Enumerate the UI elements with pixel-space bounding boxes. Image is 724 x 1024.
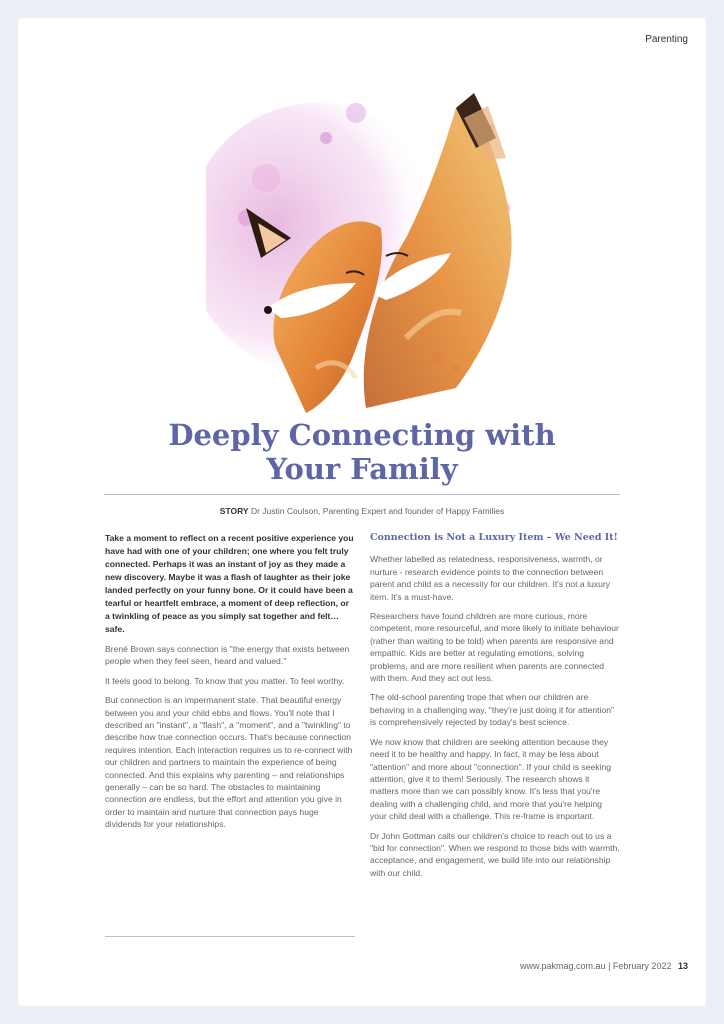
body-paragraph: It feels good to belong. To know that you matter. To feel worthy. [105, 675, 345, 686]
magazine-page [18, 18, 706, 1006]
section-subheading: Connection is Not a Luxury Item – We Need It! [370, 532, 618, 543]
page-number: 13 [677, 961, 688, 971]
footer-issue: February 2022 [612, 961, 672, 971]
body-paragraph: Researchers have found children are more curious, more competent, more resourceful, and more likely to initiate behaviour (rather than waiting to be told) when parents are responsive and empathic. Kids are better at regulating emotions, solving problems, and are more resilient when parents are connected with them. And they act out less. [370, 611, 619, 684]
body-paragraph: The old-school parenting trope that when our children are behaving in a challenging way, "they're just doing it for attention" is comprehensively rejected by today's best science. [370, 692, 615, 728]
right-column [370, 532, 620, 886]
footer-site-link[interactable]: www.pakmag.com.au [520, 961, 606, 971]
body-paragraph: We now know that children are seeking attention because they need it to be healthy and happy. In fact, it may be less about "attention" and more about "connection". If your child is seeking attention, give it to them! Seriously. The research shows it matters more than we can possibly know. It's less that you're dealing with a challenging child, and more that you're helping your child deal with a challenge. This re-frame is important. [370, 736, 612, 822]
body-paragraph: But connection is an impermanent state. That beautiful energy between you and your child ebbs and flows. You'll note that I described an "instant", a "flash", a "moment", and a "twinkling" to describe how true connection occurs. That's because connection requires intention. Each interaction requires us to re-connect with our children and partners to maintain the experience of being connected. And this explains why parenting – and relationships generally – can be so hard. The obstacles to maintaining connection are endless, but the effort and attention you give in order to maintain and nurture that connection pays huge dividends for your relationships. [105, 695, 353, 830]
byline-label: STORY [219, 506, 249, 516]
body-paragraph: Brené Brown says connection is "the energy that exists between people when they feel seen, heard and valued." [105, 644, 350, 667]
footer-separator: | [608, 961, 611, 971]
section-label: Parenting [645, 34, 688, 45]
body-paragraph: Whether labelled as relatedness, responsiveness, warmth, or nurture - research evidence points to the connection between parent and child as a necessity for our children. It's not a luxury item. It's a must-have. [370, 554, 611, 602]
title-line-2: Your Family [266, 452, 458, 486]
page-footer [520, 961, 688, 971]
column-end-divider [105, 936, 355, 937]
lead-paragraph: Take a moment to reflect on a recent positive experience you have had with one of your children; one where you felt truly connected. Perhaps it was an instant of joy as they made a new discovery. Maybe it was a flash of laughter as their joke landed perfectly on your funny bone. Or it could have been a tearful or heartfelt embrace, a moment of deep reflection, or a twinkling of peace as you simply sat together and felt… safe. [105, 533, 354, 634]
body-paragraph: Dr John Gottman calls our children's choice to reach out to us a "bid for connection". When we respond to those bids with warmth, acceptance, and engagement, we build life into our relationship with our child. [370, 830, 620, 878]
title-line-1: Deeply Connecting with [168, 418, 556, 452]
byline [18, 506, 706, 516]
watercolor-foxes-illustration [206, 68, 536, 418]
left-column [105, 532, 355, 838]
article-title [18, 418, 706, 486]
title-divider [104, 494, 620, 495]
byline-author: Dr Justin Coulson, Parenting Expert and founder of Happy Families [250, 506, 505, 516]
